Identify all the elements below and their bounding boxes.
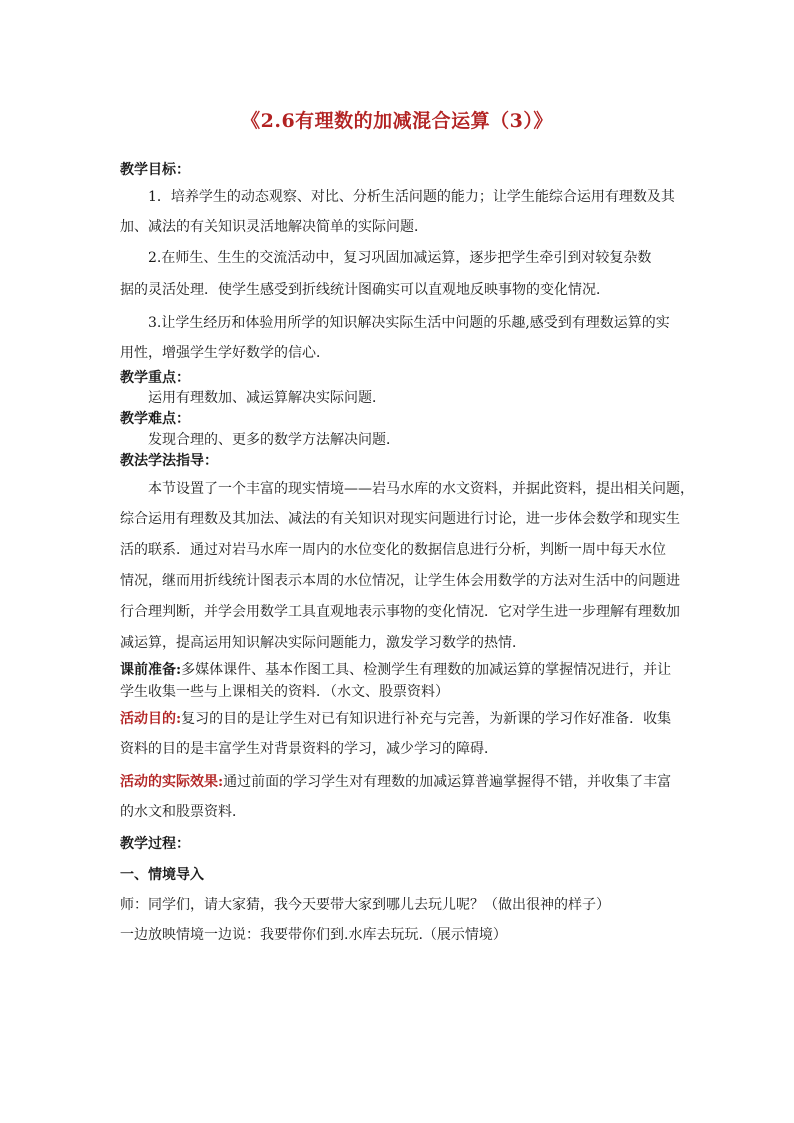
method-line-1: 本节设置了一个丰富的现实情境——岩马水库的水文资料，并据此资料，提出相关问题， [148, 481, 694, 497]
section-1-heading: 一、情境导入 [120, 867, 204, 883]
method-line-2: 综合运用有理数及其加法、减法的有关知识对现实问题进行讨论，进一步体会数学和现实生 [120, 511, 680, 527]
method-heading: 教法学法指导： [120, 453, 218, 469]
objective-3-line-1: 3.让学生经历和体验用所学的知识解决实际生活中问题的乐趣,感受到有理数运算的实 [148, 315, 670, 331]
document-title: 《2.6有理数的加减混合运算（3）》 [241, 110, 553, 132]
objective-1-line-2: 加、减法的有关知识灵活地解决简单的实际问题． [120, 219, 428, 235]
effect-line-1 [120, 773, 680, 791]
key-points-text: 运用有理数加、减运算解决实际问题． [148, 390, 386, 406]
difficulties-heading: 教学难点： [120, 411, 190, 427]
purpose-text-1: 复习的目的是让学生对已有知识进行补充与完善，为新课的学习作好准备．收集 [181, 711, 672, 727]
process-heading: 教学过程： [120, 836, 190, 852]
purpose-heading: 活动目的: [120, 711, 182, 727]
objectives-heading: 教学目标： [120, 162, 190, 178]
method-line-3: 活的联系．通过对岩马水库一周内的水位变化的数据信息进行分析，判断一周中每天水位 [120, 542, 666, 558]
prep-heading: 课前准备: [120, 662, 182, 678]
key-points-heading: 教学重点： [120, 370, 190, 386]
effect-text-1: 通过前面的学习学生对有理数的加减运算普遍掌握得不错，并收集了丰富 [223, 774, 672, 790]
objective-2-line-1: 2.在师生、生生的交流活动中，复习巩固加减运算，逐步把学生牵引到对较复杂数 [148, 250, 652, 266]
dialogue-line-1: 师：同学们，请大家猜，我今天要带大家到哪儿去玩儿呢？（做出很神的样子） [120, 897, 610, 913]
objective-2-line-2: 据的灵活处理．使学生感受到折线统计图确实可以直观地反映事物的变化情况． [120, 282, 610, 298]
prep-line-2: 学生收集一些与上课相关的资料．（水文、股票资料） [120, 684, 449, 700]
prep-text-1: 多媒体课件、基本作图工具、检测学生有理数的加减运算的掌握情况进行，并让 [181, 662, 672, 678]
dialogue-line-2: 一边放映情境一边说：我要带你们到.水库去玩玩.（展示情境） [120, 927, 507, 943]
objective-3-line-2: 用性，增强学生学好数学的信心． [120, 345, 330, 361]
method-line-6: 减运算，提高运用知识解决实际问题能力，激发学习数学的热情． [120, 635, 526, 651]
effect-heading: 活动的实际效果: [120, 774, 224, 790]
purpose-line-2: 资料的目的是丰富学生对背景资料的学习，减少学习的障碍． [120, 741, 498, 757]
method-line-4: 情况，继而用折线统计图表示本周的水位情况，让学生体会用数学的方法对生活中的问题进 [120, 573, 680, 589]
method-line-5: 行合理判断，并学会用数学工具直观地表示事物的变化情况．它对学生进一步理解有理数加 [120, 604, 680, 620]
objective-1-line-1: 1．培养学生的动态观察、对比、分析生活问题的能力；让学生能综合运用有理数及其 [148, 189, 675, 205]
difficulties-text: 发现合理的、更多的数学方法解决问题． [148, 432, 400, 448]
effect-line-2: 的水文和股票资料． [120, 804, 246, 820]
prep-line-1 [120, 661, 680, 679]
purpose-line-1 [120, 710, 680, 728]
